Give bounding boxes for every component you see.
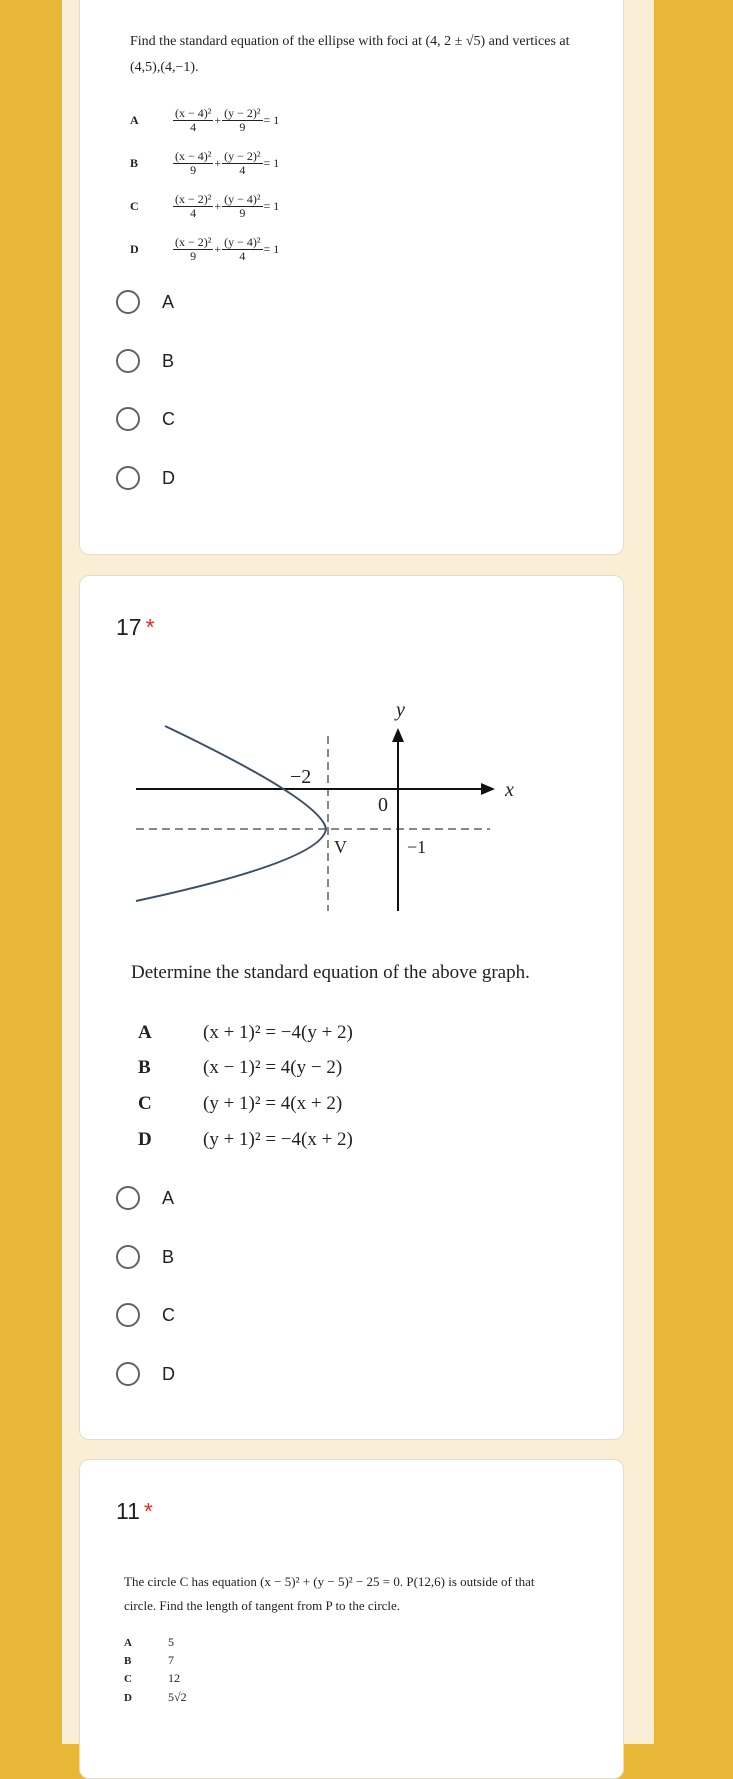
numerator: (y − 4)² xyxy=(224,235,261,249)
question-prompt: Determine the standard equation of the above graph. xyxy=(131,962,530,983)
radio-option-c[interactable] xyxy=(116,407,175,431)
option-equation: (y + 1)² = −4(x + 2) xyxy=(203,1129,353,1150)
tick-label-neg1: −1 xyxy=(407,837,427,857)
denominator: 4 xyxy=(190,206,197,220)
radio-circle[interactable] xyxy=(116,349,140,373)
radio-option-d[interactable] xyxy=(116,466,175,490)
origin-label: 0 xyxy=(378,794,388,816)
denominator: 9 xyxy=(190,249,197,263)
numerator: (x − 2)² xyxy=(175,192,212,206)
option-letter: C xyxy=(124,1672,132,1685)
radio-label: C xyxy=(162,1304,175,1325)
numerator: (x − 4)² xyxy=(175,149,212,163)
radio-circle[interactable] xyxy=(116,1245,140,1269)
radio-option-d[interactable] xyxy=(116,1362,175,1386)
option-letter: B xyxy=(130,156,139,170)
radio-circle[interactable] xyxy=(116,1362,140,1386)
option-letter: A xyxy=(124,1636,132,1649)
radio-label: B xyxy=(162,1246,175,1267)
radio-option-a[interactable] xyxy=(116,290,174,314)
option-letter: D xyxy=(138,1129,152,1150)
radio-label: D xyxy=(162,467,175,488)
required-asterisk: * xyxy=(143,1498,153,1524)
fraction xyxy=(173,150,213,177)
tick-label-neg2: −2 xyxy=(290,766,312,788)
option-letter: B xyxy=(124,1654,132,1667)
option-equation: (x + 1)² = −4(y + 2) xyxy=(203,1022,353,1043)
equation-rhs: = 1 xyxy=(263,199,280,213)
radio-circle[interactable] xyxy=(116,1303,140,1327)
radio-circle[interactable] xyxy=(116,290,140,314)
answer-option-c xyxy=(124,1671,180,1686)
question-card-11 xyxy=(79,1459,624,1779)
vertex-label: V xyxy=(334,837,347,857)
radio-label: B xyxy=(162,350,175,371)
answer-option-a: A $\frac{\text{(x − 4)²}}{4}$ + $\frac{\text{(y − 2)²}}{9}$ = 1 xyxy=(130,106,280,134)
y-axis-arrow xyxy=(392,728,404,742)
equation-rhs: = 1 xyxy=(263,242,280,256)
radio-option-c[interactable] xyxy=(116,1303,175,1327)
option-letter: A xyxy=(138,1022,152,1043)
equation-rhs: = 1 xyxy=(263,156,280,170)
answer-option-d: D $\frac{\text{(x − 2)²}}{9}$ + $\frac{\text{(y − 4)²}}{4}$ = 1 xyxy=(130,235,280,263)
denominator: 9 xyxy=(190,163,197,177)
option-equation: (x − 1)² = 4(y − 2) xyxy=(203,1057,343,1078)
answer-option-a xyxy=(138,1022,353,1044)
option-equation: (y + 1)² = 4(x + 2) xyxy=(203,1093,343,1114)
question-number xyxy=(116,614,155,641)
fraction xyxy=(173,107,213,134)
radio-option-b[interactable] xyxy=(116,349,174,373)
question-number xyxy=(116,1498,153,1525)
option-value: 7 xyxy=(168,1653,174,1667)
answer-option-c xyxy=(138,1093,342,1115)
parabola-graph xyxy=(80,686,625,936)
answer-option-d xyxy=(138,1129,353,1151)
denominator: 9 xyxy=(239,120,246,134)
radio-circle[interactable] xyxy=(116,407,140,431)
numerator: (y − 2)² xyxy=(224,106,261,120)
radio-option-b[interactable] xyxy=(116,1245,174,1269)
option-letter: B xyxy=(138,1057,151,1078)
fraction xyxy=(222,150,262,177)
radio-label: A xyxy=(162,1187,175,1208)
x-axis-label: x xyxy=(505,779,514,801)
numerator: (x − 4)² xyxy=(175,106,212,120)
parabola-curve xyxy=(136,726,326,901)
numerator: (x − 2)² xyxy=(175,235,212,249)
answer-option-c: C $\frac{\text{(x − 2)²}}{4}$ + $\frac{\text{(y − 4)²}}{9}$ = 1 xyxy=(130,192,280,220)
option-value: 12 xyxy=(168,1671,180,1685)
numerator: (y − 2)² xyxy=(224,149,261,163)
option-letter: A xyxy=(130,113,139,127)
required-asterisk: * xyxy=(145,614,155,640)
question-number-text: 11 xyxy=(116,1498,140,1524)
radio-label: A xyxy=(162,291,175,312)
radio-label: C xyxy=(162,408,175,429)
fraction xyxy=(222,193,262,220)
radio-circle[interactable] xyxy=(116,466,140,490)
question-prompt xyxy=(124,1570,604,1618)
prompt-line-2: (4,5),(4,−1). xyxy=(130,60,199,75)
prompt-line-1: The circle C has equation (x − 5)² + (y − 5)² − 25 = 0. P(12,6) is outside of that xyxy=(124,1574,535,1589)
option-letter: D xyxy=(124,1691,132,1704)
question-card-16 xyxy=(79,0,624,555)
question-card-17 xyxy=(79,575,624,1440)
y-axis-label: y xyxy=(396,699,405,721)
question-number-text: 17 xyxy=(116,614,142,640)
fraction xyxy=(173,193,213,220)
question-prompt xyxy=(130,29,590,81)
option-value: 5√2 xyxy=(168,1690,187,1704)
radio-label: D xyxy=(162,1363,175,1384)
denominator: 4 xyxy=(239,163,246,177)
answer-option-d xyxy=(124,1690,187,1705)
fraction xyxy=(222,236,262,263)
option-value: 5 xyxy=(168,1635,174,1649)
option-letter: C xyxy=(138,1093,152,1114)
equation-rhs: = 1 xyxy=(263,113,280,127)
prompt-line-2: circle. Find the length of tangent from P to the circle. xyxy=(124,1598,401,1613)
denominator: 4 xyxy=(239,249,246,263)
denominator: 4 xyxy=(190,120,197,134)
option-letter: D xyxy=(130,242,139,256)
fraction xyxy=(173,236,213,263)
radio-circle[interactable] xyxy=(116,1186,140,1210)
x-axis-arrow xyxy=(481,783,495,795)
answer-option-b xyxy=(124,1653,174,1668)
denominator: 9 xyxy=(239,206,246,220)
answer-option-a xyxy=(124,1635,174,1650)
answer-option-b: B $\frac{\text{(x − 4)²}}{9}$ + $\frac{\text{(y − 2)²}}{4}$ = 1 xyxy=(130,149,280,177)
radio-option-a[interactable] xyxy=(116,1186,174,1210)
fraction xyxy=(222,107,262,134)
numerator: (y − 4)² xyxy=(224,192,261,206)
prompt-line-1: Find the standard equation of the ellipse with foci at (4, 2 ± √5) and vertices at xyxy=(130,34,570,49)
option-letter: C xyxy=(130,199,139,213)
answer-option-b xyxy=(138,1057,342,1079)
